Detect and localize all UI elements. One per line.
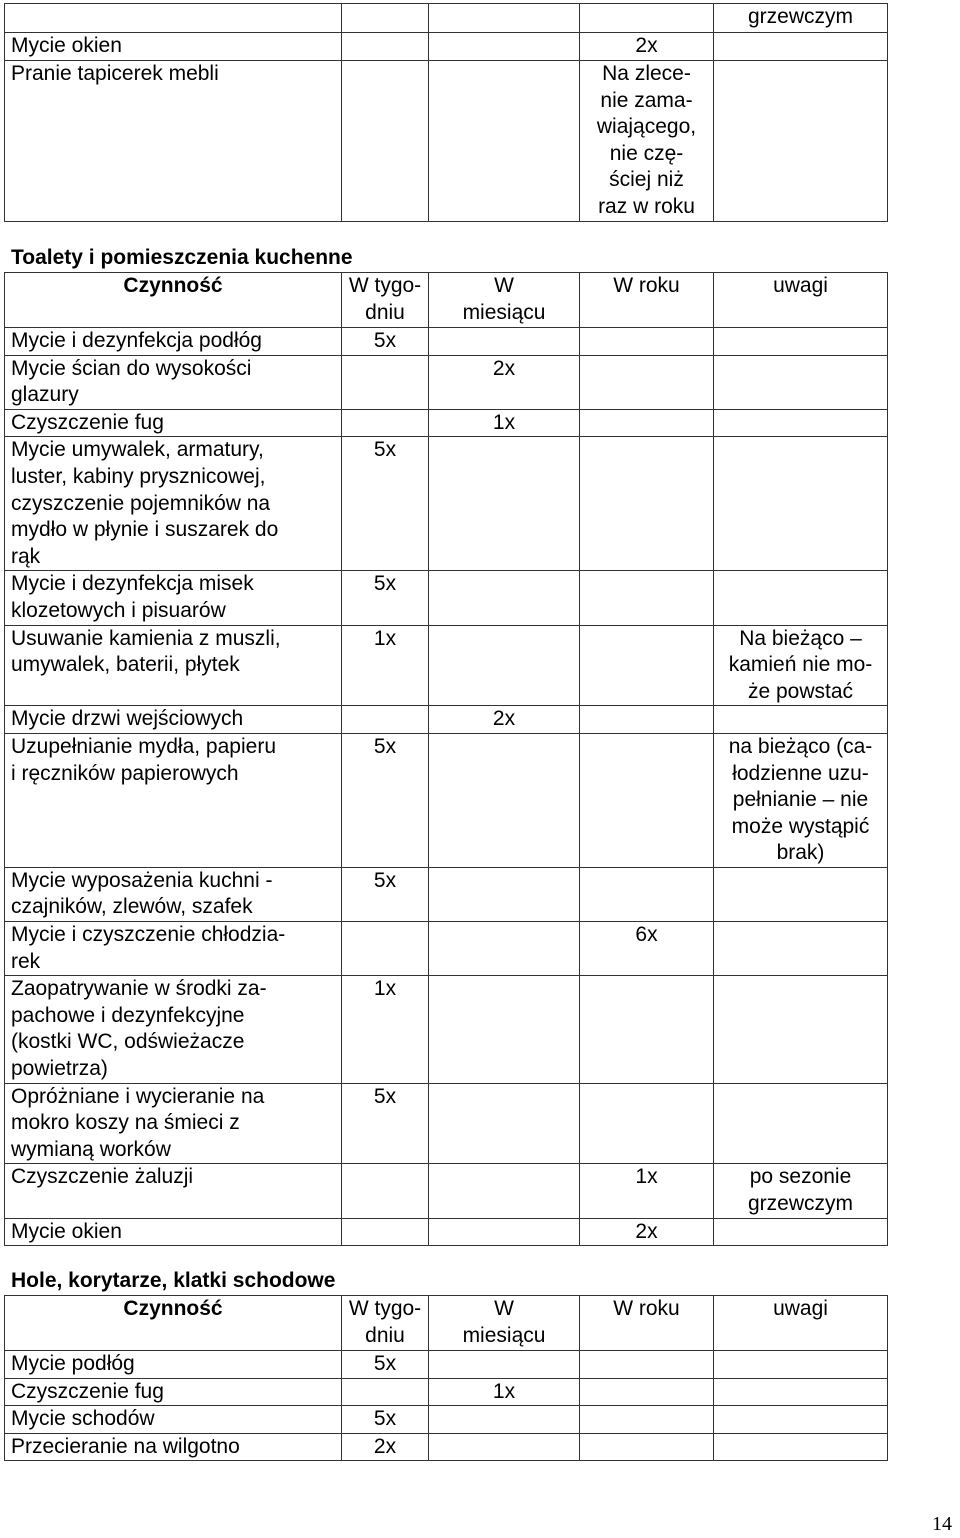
year-cell xyxy=(580,437,714,571)
notes-cell: grzewczym xyxy=(714,4,888,33)
month-cell xyxy=(429,733,580,867)
section-title-halls: Hole, korytarze, klatki schodowe xyxy=(11,1269,336,1292)
notes-cell xyxy=(714,437,888,571)
activity-cell: Mycie okien xyxy=(5,33,342,61)
month-cell xyxy=(429,922,580,976)
week-cell xyxy=(342,1218,429,1246)
year-cell: 2x xyxy=(580,1218,714,1246)
year-cell xyxy=(580,867,714,921)
table-continuation xyxy=(4,3,888,222)
notes-cell xyxy=(714,867,888,921)
notes-cell: Na bieżąco – kamień nie mo- że powstać xyxy=(714,625,888,706)
header-notes: uwagi xyxy=(714,1296,888,1351)
year-cell xyxy=(580,733,714,867)
week-cell: 5x xyxy=(342,867,429,921)
month-cell: 1x xyxy=(429,409,580,437)
page-number: 14 xyxy=(932,1513,952,1535)
month-cell xyxy=(429,571,580,625)
table-row xyxy=(5,1218,888,1246)
table-row xyxy=(5,1406,888,1434)
table-row xyxy=(5,1083,888,1164)
header-year: W roku xyxy=(580,1296,714,1351)
table-row xyxy=(5,976,888,1083)
month-cell: 1x xyxy=(429,1378,580,1406)
table-row xyxy=(5,571,888,625)
activity-cell: Usuwanie kamienia z muszli, umywalek, baterii, płytek xyxy=(5,625,342,706)
month-cell xyxy=(429,1433,580,1461)
activity-cell: Zaopatrywanie w środki za- pachowe i dezynfekcyjne (kostki WC, odświeżacze powietrza) xyxy=(5,976,342,1083)
month-cell: 2x xyxy=(429,706,580,734)
month-cell: 2x xyxy=(429,355,580,409)
header-week: W tygo- dniu xyxy=(342,273,429,328)
year-cell: 2x xyxy=(580,33,714,61)
activity-cell: Mycie schodów xyxy=(5,1406,342,1434)
table-row xyxy=(5,706,888,734)
year-cell xyxy=(580,355,714,409)
cell xyxy=(580,4,714,33)
year-cell: 6x xyxy=(580,922,714,976)
notes-cell xyxy=(714,1378,888,1406)
year-cell xyxy=(580,571,714,625)
table-halls xyxy=(4,1295,888,1461)
month-cell xyxy=(429,976,580,1083)
activity-cell: Mycie drzwi wejściowych xyxy=(5,706,342,734)
week-cell: 2x xyxy=(342,1433,429,1461)
cell xyxy=(5,4,342,33)
section-title-toilets: Toalety i pomieszczenia kuchenne xyxy=(11,246,353,269)
week-cell: 1x xyxy=(342,625,429,706)
month-cell xyxy=(429,1351,580,1379)
year-cell: 1x xyxy=(580,1164,714,1218)
table-row xyxy=(5,355,888,409)
activity-cell: Mycie i dezynfekcja misek klozetowych i pisuarów xyxy=(5,571,342,625)
table-row xyxy=(5,1164,888,1218)
notes-cell xyxy=(714,1083,888,1164)
month-cell xyxy=(429,625,580,706)
table-row xyxy=(5,1378,888,1406)
notes-cell xyxy=(714,1406,888,1434)
header-activity: Czynność xyxy=(5,273,342,328)
table-toilets xyxy=(4,272,888,1246)
week-cell xyxy=(342,409,429,437)
notes-cell: na bieżąco (ca- łodzienne uzu- pełnianie – nie może wystąpić brak) xyxy=(714,733,888,867)
week-cell: 5x xyxy=(342,1406,429,1434)
month-cell xyxy=(429,1218,580,1246)
header-year: W roku xyxy=(580,273,714,328)
year-cell xyxy=(580,976,714,1083)
year-cell xyxy=(580,328,714,356)
notes-cell xyxy=(714,1351,888,1379)
table-row xyxy=(5,922,888,976)
table-row xyxy=(5,867,888,921)
activity-cell: Mycie umywalek, armatury, luster, kabiny prysznicowej, czyszczenie pojemników na mydło w płynie i suszarek do rąk xyxy=(5,437,342,571)
notes-cell xyxy=(714,1218,888,1246)
year-cell xyxy=(580,1433,714,1461)
activity-cell: Przecieranie na wilgotno xyxy=(5,1433,342,1461)
activity-cell: Czyszczenie fug xyxy=(5,1378,342,1406)
cell xyxy=(429,4,580,33)
year-cell xyxy=(580,1083,714,1164)
notes-cell xyxy=(714,571,888,625)
year-cell xyxy=(580,1378,714,1406)
cell xyxy=(342,61,429,222)
week-cell: 5x xyxy=(342,437,429,571)
table-row xyxy=(5,625,888,706)
notes-cell xyxy=(714,706,888,734)
activity-cell: Mycie podłóg xyxy=(5,1351,342,1379)
table-row xyxy=(5,733,888,867)
year-cell: Na zlece- nie zama- wiającego, nie czę- ściej niż raz w roku xyxy=(580,61,714,222)
week-cell: 5x xyxy=(342,733,429,867)
header-notes: uwagi xyxy=(714,273,888,328)
table-row xyxy=(5,1433,888,1461)
activity-cell: Mycie wyposażenia kuchni - czajników, zlewów, szafek xyxy=(5,867,342,921)
cell xyxy=(429,61,580,222)
week-cell xyxy=(342,1378,429,1406)
notes-cell: po sezonie grzewczym xyxy=(714,1164,888,1218)
activity-cell: Mycie i dezynfekcja podłóg xyxy=(5,328,342,356)
year-cell xyxy=(580,409,714,437)
activity-cell: Mycie okien xyxy=(5,1218,342,1246)
notes-cell xyxy=(714,409,888,437)
week-cell: 5x xyxy=(342,328,429,356)
month-cell xyxy=(429,1083,580,1164)
week-cell: 5x xyxy=(342,1351,429,1379)
table-row xyxy=(5,328,888,356)
month-cell xyxy=(429,1164,580,1218)
header-week: W tygo- dniu xyxy=(342,1296,429,1351)
cell xyxy=(342,4,429,33)
notes-cell xyxy=(714,922,888,976)
table-row xyxy=(5,409,888,437)
activity-cell: Czyszczenie fug xyxy=(5,409,342,437)
year-cell xyxy=(580,1351,714,1379)
month-cell xyxy=(429,437,580,571)
week-cell xyxy=(342,706,429,734)
header-month: W miesiącu xyxy=(429,1296,580,1351)
cell xyxy=(429,33,580,61)
table-row xyxy=(5,1351,888,1379)
year-cell xyxy=(580,625,714,706)
cell xyxy=(714,33,888,61)
header-month: W miesiącu xyxy=(429,273,580,328)
year-cell xyxy=(580,706,714,734)
year-cell xyxy=(580,1406,714,1434)
activity-cell: Uzupełnianie mydła, papieru i ręczników papierowych xyxy=(5,733,342,867)
table-row xyxy=(5,437,888,571)
week-cell xyxy=(342,1164,429,1218)
week-cell xyxy=(342,355,429,409)
cell xyxy=(342,33,429,61)
activity-cell: Mycie i czyszczenie chłodzia- rek xyxy=(5,922,342,976)
week-cell: 5x xyxy=(342,1083,429,1164)
week-cell xyxy=(342,922,429,976)
activity-cell: Czyszczenie żaluzji xyxy=(5,1164,342,1218)
activity-cell: Mycie ścian do wysokości glazury xyxy=(5,355,342,409)
notes-cell xyxy=(714,976,888,1083)
notes-cell xyxy=(714,1433,888,1461)
month-cell xyxy=(429,867,580,921)
notes-cell xyxy=(714,355,888,409)
activity-cell: Opróżniane i wycieranie na mokro koszy na śmieci z wymianą worków xyxy=(5,1083,342,1164)
cell xyxy=(714,61,888,222)
header-activity: Czynność xyxy=(5,1296,342,1351)
month-cell xyxy=(429,1406,580,1434)
notes-cell xyxy=(714,328,888,356)
month-cell xyxy=(429,328,580,356)
week-cell: 5x xyxy=(342,571,429,625)
activity-cell: Pranie tapicerek mebli xyxy=(5,61,342,222)
week-cell: 1x xyxy=(342,976,429,1083)
